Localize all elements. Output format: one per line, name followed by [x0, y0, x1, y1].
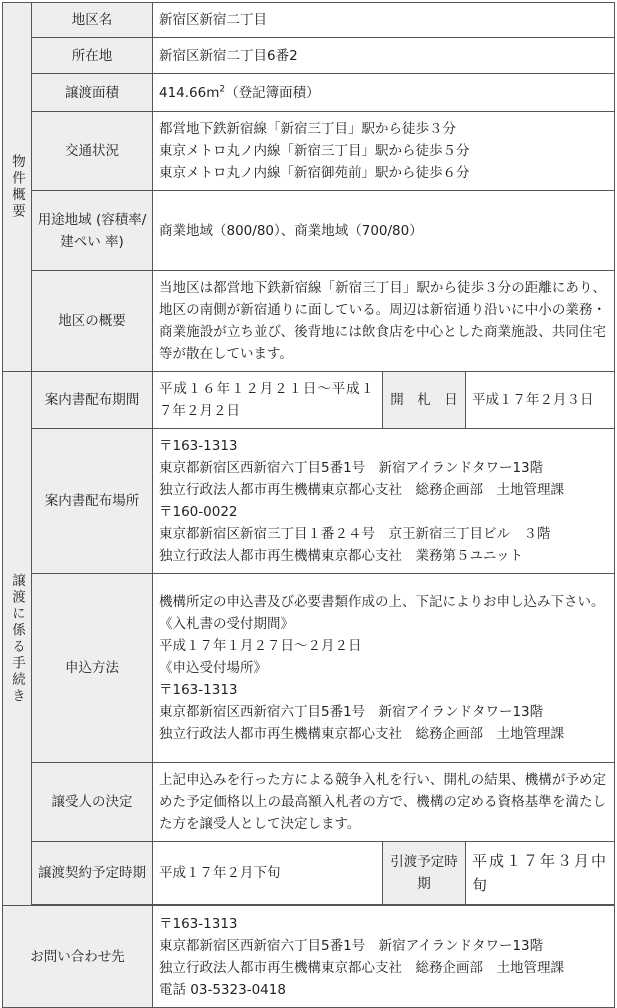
overview-value: 当地区は都営地下鉄新宿線「新宿三丁目」駅から徒歩３分の距離にあり、地区の南側が新宿通りに面している。周辺は新宿通り沿いに中小の業務・商業施設が立ち並び、後背地には飲食店を中心とした商業施設、共同住宅等が散在しています。: [153, 271, 615, 372]
section-label-procedure: 譲渡に係る手続き: [3, 372, 32, 906]
guide-period-label: 案内書配布期間: [32, 372, 153, 429]
transport-label: 交通状況: [32, 112, 153, 191]
bid-date-value: 平成１７年２月３日: [466, 372, 615, 429]
district-name-value: 新宿区新宿二丁目: [153, 3, 615, 38]
row-district-name: [3, 3, 615, 38]
decision-label: 譲受人の決定: [32, 763, 153, 842]
row-application: [3, 574, 615, 763]
application-intro: 機構所定の申込書及び必要書類作成の上、下記によりお申し込み下さい。: [159, 594, 605, 610]
contact-value: 〒163-1313 東京都新宿区西新宿六丁目5番1号 新宿アイランドタワー13階 独立行政法人都市再生機構東京都心支社 総務企画部 土地管理課 電話 03-5323-0418: [153, 906, 615, 1008]
overview-label: 地区の概要: [32, 271, 153, 372]
contact-phone: 電話 03-5323-0418: [159, 981, 286, 998]
row-contract: [3, 842, 615, 905]
application-value: 機構所定の申込書及び必要書類作成の上、下記によりお申し込み下さい。 《入札書の受付期間》 平成１７年１月２７日～２月２日 《申込受付場所》 〒163-1313 東京都新宿区西新宿六丁目5番1号 新宿アイランドタワー13階 独立行政法人都市再生機構東京都心支社 総務企画部 土地管理課: [153, 574, 615, 763]
decision-value: 上記申込みを行った方による競争入札を行い、開札の結果、機構が予め定めた予定価格以上の最高額入札者の方で、機構の定める資格基準を満たした方を譲受人として決定します。: [153, 763, 615, 842]
handover-label: 引渡予定時期: [383, 842, 466, 905]
guide-place-label: 案内書配布場所: [32, 429, 153, 574]
area-value: $414.66m^2$（登記簿面積）: [153, 74, 615, 112]
area-label: 譲渡面積: [32, 74, 153, 112]
row-location: [3, 38, 615, 74]
row-transport: [3, 112, 615, 191]
zoning-label: 用途地域 (容積率/建ぺい 率): [32, 191, 153, 271]
row-guide-period: [3, 372, 615, 429]
transport-line: 東京メトロ丸ノ内線「新宿御苑前」駅から徒歩６分: [159, 165, 470, 181]
location-value: 新宿区新宿二丁目6番2: [153, 38, 615, 74]
contact-label: お問い合わせ先: [3, 906, 153, 1008]
row-guide-place: [3, 429, 615, 574]
guide-period-value: 平成１６年１２月２１日～平成１７年２月２日: [153, 372, 383, 429]
handover-value: 平成１７年３月中旬: [466, 842, 615, 905]
contract-label: 譲渡契約予定時期: [32, 842, 153, 905]
transport-line: 都営地下鉄新宿線「新宿三丁目」駅から徒歩３分: [159, 121, 456, 137]
zoning-value: 商業地域（800/80）、商業地域（700/80）: [153, 191, 615, 271]
property-info-table: [2, 2, 615, 1008]
row-overview: [3, 271, 615, 372]
bid-date-label: 開 札 日: [383, 372, 466, 429]
row-area: [3, 74, 615, 112]
row-zoning: [3, 191, 615, 271]
row-decision: [3, 763, 615, 842]
location-label: 所在地: [32, 38, 153, 74]
row-contact: [3, 906, 615, 1008]
application-label: 申込方法: [32, 574, 153, 763]
transport-line: 東京メトロ丸ノ内線「新宿三丁目」駅から徒歩５分: [159, 143, 470, 159]
section-label-property: 物件概要: [3, 3, 32, 372]
guide-place-value: 〒163-1313 東京都新宿区西新宿六丁目5番1号 新宿アイランドタワー13階 独立行政法人都市再生機構東京都心支社 総務企画部 土地管理課 〒160-0022 東京都新宿区新宿三丁目１番２４号 京王新宿三丁目ビル ３階 独立行政法人都市再生機構東京都心支社 業務第５ユニット: [153, 429, 615, 574]
contract-value: 平成１７年２月下旬: [153, 842, 383, 905]
district-name-label: 地区名: [32, 3, 153, 38]
transport-value: [153, 112, 615, 191]
